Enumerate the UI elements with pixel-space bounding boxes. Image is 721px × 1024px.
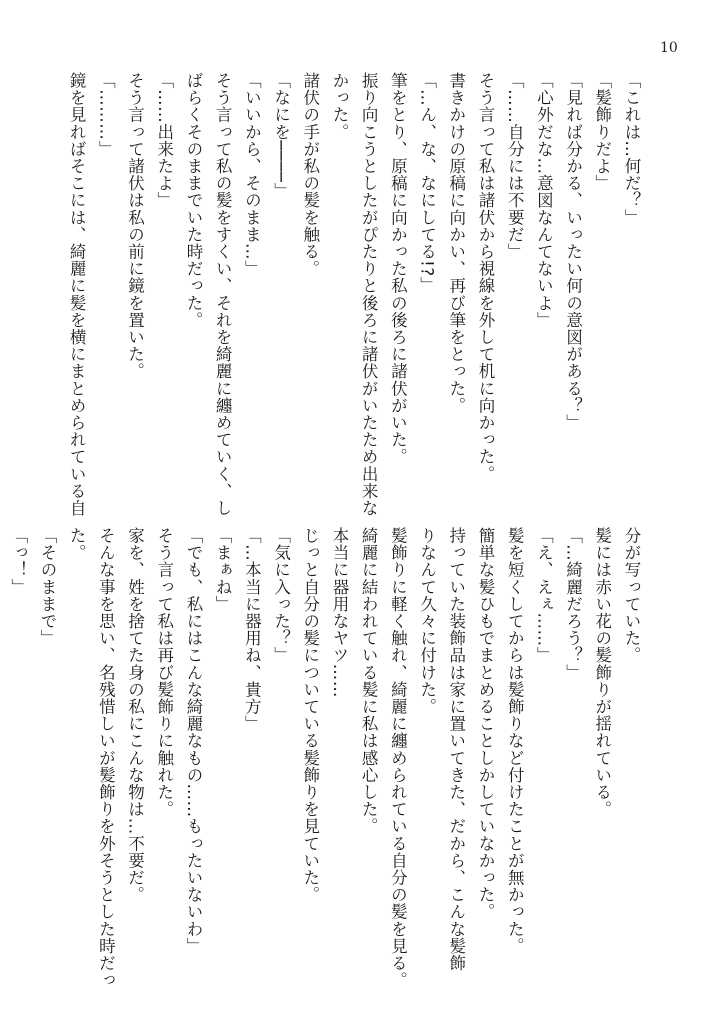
text-line: そう言って私は諸伏から視線を外して机に向かった。	[475, 72, 495, 483]
text-line: 「まぁね」	[213, 527, 233, 613]
text-line: 「心外だな…意図なんてないよ」	[534, 72, 554, 329]
text-line: 「え、えぇ……」	[534, 527, 554, 664]
text-line: 持っていた装飾品は家に置いてきた、だから、こんな髪飾	[446, 527, 466, 972]
text-line: 「……出来たよ」	[154, 72, 174, 209]
text-line: 「なにを────」	[271, 72, 291, 200]
text-line: 「………」	[96, 72, 116, 158]
text-line: 「いいから、そのまま…」	[242, 72, 262, 278]
text-line: そう言って私は再び髪飾りに触れた。	[154, 527, 174, 818]
text-line: 「でも、私にはこんな綺麗なもの……もったいないわ」	[183, 527, 203, 955]
text-line: 鏡を見ればそこには、綺麗に髪を横にまとめられている自	[67, 72, 87, 517]
text-line: 綺麗に結われている髪に私は感心した。	[359, 527, 379, 835]
text-line: 「…ん、な、なにしてる!?」	[417, 72, 437, 294]
text-line: 「気に入った？」	[271, 527, 291, 664]
text-line: 振り向こうとしたがぴたりと後ろに諸伏がいたため出来な	[359, 72, 379, 517]
text-line: 「そのままで」	[37, 527, 57, 647]
text-line: そう言って私の髪をすくい、それを綺麗に纏めていく、し	[213, 72, 233, 517]
text-line: 「…本当に器用ね、貴方」	[242, 527, 262, 733]
text-line: 「…綺麗だろう？」	[563, 527, 583, 681]
text-block-top	[62, 72, 646, 517]
text-line: 髪を短くしてからは髪飾りなど付けたことが無かった。	[505, 527, 525, 955]
text-line: 「……自分には不要だ」	[505, 72, 525, 261]
page-number: 10	[660, 40, 678, 56]
text-line: 書きかけの原稿に向かい、再び筆をとった。	[446, 72, 466, 414]
text-line: かった。	[329, 72, 349, 141]
text-line: 諸伏の手が私の髪を触る。	[300, 72, 320, 278]
text-line: 「見れば分かる、いったい何の意図がある？」	[563, 72, 583, 432]
text-line: 「これは…何だ？」	[622, 72, 641, 226]
text-line: た。	[67, 527, 87, 562]
text-line: そう言って諸伏は私の前に鏡を置いた。	[125, 72, 145, 380]
text-line: 「髪飾りだよ」	[592, 72, 612, 192]
text-line: ばらくそのままでいた時だった。	[183, 72, 203, 329]
text-line: 髪飾りに軽く触れ、綺麗に纏められている自分の髪を見る。	[388, 527, 408, 989]
text-line: りなんて久々に付けた。	[417, 527, 437, 716]
text-line: じっと自分の髪についている髪飾りを見ていた。	[300, 527, 320, 904]
text-line: そんな事を思い、名残惜しいが髪飾りを外そうとした時だっ	[96, 527, 116, 989]
text-line: 簡単な髪ひもでまとめることしかしていなかった。	[475, 527, 495, 921]
text-line: 本当に器用なヤツ……	[329, 527, 349, 698]
text-block-bottom	[4, 527, 646, 989]
text-line: 筆をとり、原稿に向かった私の後ろに諸伏がいた。	[388, 72, 408, 466]
text-line: 分が写っていた。	[622, 527, 641, 664]
text-line: 「っ！」	[8, 527, 28, 596]
text-line: 家を、姓を捨てた身の私にこんな物は…不要だ。	[125, 527, 145, 904]
text-line: 髪には赤い花の髪飾りが揺れている。	[592, 527, 612, 818]
